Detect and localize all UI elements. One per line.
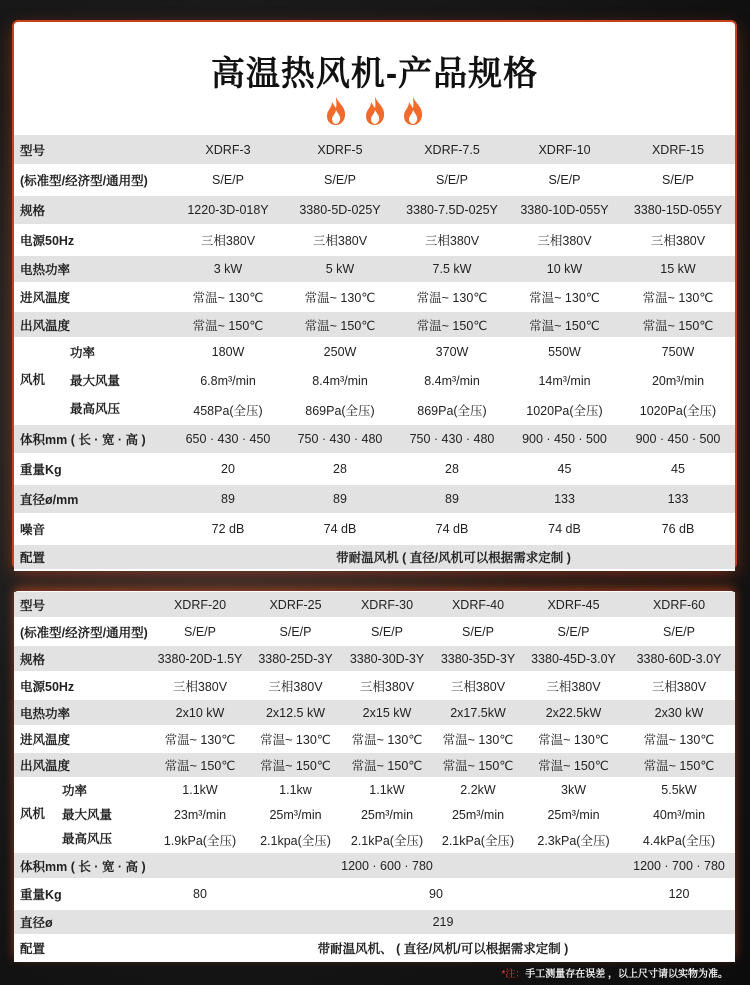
table-cell: 7.5 kW: [396, 255, 508, 283]
row-label: 进风温度: [14, 726, 151, 752]
table-row: [14, 935, 735, 961]
row-label: (标准型/经济型/通用型): [14, 618, 151, 645]
table-cell: 常温~ 130℃: [172, 283, 284, 311]
table-row: [14, 255, 735, 283]
row-label: 重量Kg: [14, 879, 151, 909]
flame-icon: [364, 96, 386, 126]
table-cell: 三相380V: [508, 225, 621, 255]
table-cell: 常温~ 130℃: [396, 283, 508, 311]
model-cell: XDRF-3: [172, 135, 284, 165]
spec-table-1: [14, 135, 735, 571]
table-cell: 180W: [172, 338, 284, 367]
table-row: [14, 454, 735, 484]
table-cell: 40m³/min: [623, 803, 735, 828]
config-value: 带耐温风机、 ( 直径/风机/可以根据需求定制 ): [151, 935, 735, 961]
table-row: [14, 645, 735, 672]
table-cell: 3380-7.5D-025Y: [396, 195, 508, 225]
row-label: 型号: [14, 592, 151, 618]
table-cell: S/E/P: [623, 618, 735, 645]
fan-row-power: [14, 778, 735, 803]
table-cell: S/E/P: [151, 618, 249, 645]
flame-icon: [402, 96, 424, 126]
table-cell: 3 kW: [172, 255, 284, 283]
table-cell: 74 dB: [508, 514, 621, 544]
table-cell: 4.4kPa(全压): [623, 827, 735, 852]
fan-pressure-label: 最高风压: [70, 402, 121, 416]
table-cell: 750 · 430 · 480: [284, 424, 396, 454]
row-label: 电热功率: [14, 699, 151, 726]
table-cell: 869Pa(全压): [396, 395, 508, 424]
table-cell: 15 kW: [621, 255, 735, 283]
table-cell: 常温~ 150℃: [524, 752, 623, 778]
table-cell: S/E/P: [508, 165, 621, 195]
table-row: [14, 544, 735, 570]
row-label: 体积mm ( 长 · 宽 · 高 ): [14, 424, 172, 454]
row-label: 出风温度: [14, 311, 172, 338]
table-cell: S/E/P: [249, 618, 342, 645]
table-cell: 常温~ 150℃: [151, 752, 249, 778]
table-cell: 1020Pa(全压): [621, 395, 735, 424]
table-row: [14, 752, 735, 778]
table-cell: 25m³/min: [524, 803, 623, 828]
table-cell: 2x15 kW: [342, 699, 432, 726]
table-cell: 3380-20D-1.5Y: [151, 645, 249, 672]
flame-icon: [325, 96, 347, 126]
table-cell: 45: [508, 454, 621, 484]
table-cell: 2.1kPa(全压): [432, 827, 524, 852]
table-cell: 三相380V: [342, 672, 432, 699]
table-cell: 常温~ 150℃: [508, 311, 621, 338]
table-cell: 1.1kW: [151, 778, 249, 803]
table-row: [14, 135, 735, 165]
fan-group-label: [14, 338, 172, 424]
table-cell: 750W: [621, 338, 735, 367]
table-cell: 三相380V: [151, 672, 249, 699]
table-cell: 25m³/min: [432, 803, 524, 828]
fan-power-label: 功率: [62, 784, 88, 798]
table-cell: 8.4m³/min: [284, 367, 396, 396]
table-cell: 550W: [508, 338, 621, 367]
table-cell: 三相380V: [432, 672, 524, 699]
table-cell: 2x30 kW: [623, 699, 735, 726]
model-cell: XDRF-10: [508, 135, 621, 165]
table-cell: 74 dB: [396, 514, 508, 544]
table-cell: 常温~ 130℃: [432, 726, 524, 752]
table-cell: S/E/P: [342, 618, 432, 645]
table-cell: 2x12.5 kW: [249, 699, 342, 726]
row-label: 配置: [14, 935, 151, 961]
table-cell: 219: [151, 909, 735, 935]
row-label: 体积mm ( 长 · 宽 · 高 ): [14, 852, 151, 879]
spec-card-large-models: [14, 591, 735, 961]
table-cell: 45: [621, 454, 735, 484]
fan-label: 风机: [20, 807, 46, 822]
table-row: [14, 672, 735, 699]
fan-row-power: [14, 338, 735, 367]
table-cell: 89: [172, 484, 284, 514]
model-cell: XDRF-15: [621, 135, 735, 165]
table-cell: 250W: [284, 338, 396, 367]
fan-pressure-label: 最高风压: [62, 832, 113, 846]
config-value: 带耐温风机 ( 直径/风机可以根据需求定制 ): [172, 544, 735, 570]
table-cell: 三相380V: [396, 225, 508, 255]
table-cell: 常温~ 130℃: [621, 283, 735, 311]
table-cell: 三相380V: [524, 672, 623, 699]
table-cell: 2x17.5kW: [432, 699, 524, 726]
table-cell: 常温~ 150℃: [249, 752, 342, 778]
table-cell: 6.8m³/min: [172, 367, 284, 396]
table-cell: 3380-60D-3.0Y: [623, 645, 735, 672]
spec-table-2: [14, 592, 735, 962]
table-cell: 1020Pa(全压): [508, 395, 621, 424]
table-cell: 常温~ 130℃: [623, 726, 735, 752]
table-cell: 常温~ 130℃: [508, 283, 621, 311]
table-cell: 常温~ 150℃: [623, 752, 735, 778]
table-cell: 1.1kW: [342, 778, 432, 803]
table-row: [14, 879, 735, 909]
table-cell: 3380-45D-3.0Y: [524, 645, 623, 672]
row-label: 直径ø: [14, 909, 151, 935]
table-cell: 1200 · 700 · 780: [623, 852, 735, 879]
fan-power-label: 功率: [70, 346, 96, 360]
table-cell: 80: [151, 879, 249, 909]
table-cell: 5 kW: [284, 255, 396, 283]
table-cell: 74 dB: [284, 514, 396, 544]
row-label: 电热功率: [14, 255, 172, 283]
table-cell: 常温~ 150℃: [396, 311, 508, 338]
table-cell: 2.1kPa(全压): [342, 827, 432, 852]
table-row: [14, 852, 735, 879]
table-cell: 133: [508, 484, 621, 514]
table-cell: 1200 · 600 · 780: [151, 852, 623, 879]
table-cell: 120: [623, 879, 735, 909]
table-cell: 常温~ 130℃: [524, 726, 623, 752]
table-row: [14, 283, 735, 311]
model-cell: XDRF-30: [342, 592, 432, 618]
table-cell: S/E/P: [432, 618, 524, 645]
table-cell: 2.3kPa(全压): [524, 827, 623, 852]
table-cell: 23m³/min: [151, 803, 249, 828]
row-label: 规格: [14, 645, 151, 672]
table-cell: 900 · 450 · 500: [508, 424, 621, 454]
footnote: [501, 965, 728, 980]
table-cell: 8.4m³/min: [396, 367, 508, 396]
page-title: 高温热风机-产品规格: [210, 55, 539, 93]
model-cell: XDRF-5: [284, 135, 396, 165]
spec-card-small-models: [14, 22, 735, 567]
table-cell: 25m³/min: [342, 803, 432, 828]
table-cell: 2x22.5kW: [524, 699, 623, 726]
model-cell: XDRF-25: [249, 592, 342, 618]
table-cell: 370W: [396, 338, 508, 367]
table-cell: 650 · 430 · 450: [172, 424, 284, 454]
table-row: [14, 484, 735, 514]
table-row: [14, 165, 735, 195]
row-label: 型号: [14, 135, 172, 165]
table-cell: 28: [284, 454, 396, 484]
table-cell: 3380-10D-055Y: [508, 195, 621, 225]
row-label: 规格: [14, 195, 172, 225]
table-cell: 133: [621, 484, 735, 514]
row-label: (标准型/经济型/通用型): [14, 165, 172, 195]
table-row: [14, 699, 735, 726]
table-cell: 三相380V: [621, 225, 735, 255]
fan-label: 风机: [20, 373, 46, 388]
model-cell: XDRF-45: [524, 592, 623, 618]
table-cell: S/E/P: [284, 165, 396, 195]
table-cell: 3380-30D-3Y: [342, 645, 432, 672]
row-label: 电源50Hz: [14, 672, 151, 699]
fan-group-label: [14, 778, 151, 852]
table-cell: 常温~ 130℃: [284, 283, 396, 311]
table-cell: 900 · 450 · 500: [621, 424, 735, 454]
table-cell: 常温~ 150℃: [284, 311, 396, 338]
table-row: [14, 225, 735, 255]
table-cell: 常温~ 130℃: [249, 726, 342, 752]
fan-airflow-label: 最大风量: [62, 808, 113, 822]
table-cell: 常温~ 150℃: [172, 311, 284, 338]
table-cell: 3kW: [524, 778, 623, 803]
table-row: [14, 618, 735, 645]
table-cell: 5.5kW: [623, 778, 735, 803]
table-row: [14, 195, 735, 225]
table-cell: 三相380V: [249, 672, 342, 699]
table-cell: 常温~ 150℃: [621, 311, 735, 338]
model-cell: XDRF-60: [623, 592, 735, 618]
table-cell: S/E/P: [621, 165, 735, 195]
table-cell: 89: [284, 484, 396, 514]
model-cell: XDRF-7.5: [396, 135, 508, 165]
table-cell: 常温~ 150℃: [432, 752, 524, 778]
table-cell: 10 kW: [508, 255, 621, 283]
table-cell: 三相380V: [284, 225, 396, 255]
table-cell: 常温~ 130℃: [342, 726, 432, 752]
table-cell: 89: [396, 484, 508, 514]
table-row: [14, 514, 735, 544]
table-cell: 1220-3D-018Y: [172, 195, 284, 225]
table-row: [14, 726, 735, 752]
table-cell: 2x10 kW: [151, 699, 249, 726]
table-cell: 20: [172, 454, 284, 484]
flame-icons: [14, 96, 735, 131]
table-cell: 25m³/min: [249, 803, 342, 828]
footnote-text: 手工测量存在误差 ，以上尺寸请以实物为准。: [525, 969, 728, 980]
row-label: 出风温度: [14, 752, 151, 778]
table-row: [14, 909, 735, 935]
table-cell: 三相380V: [172, 225, 284, 255]
table-cell: 90: [249, 879, 623, 909]
table-cell: 458Pa(全压): [172, 395, 284, 424]
table-cell: 常温~ 150℃: [342, 752, 432, 778]
table-cell: 76 dB: [621, 514, 735, 544]
row-label: 重量Kg: [14, 454, 172, 484]
table-cell: 750 · 430 · 480: [396, 424, 508, 454]
table-cell: 3380-35D-3Y: [432, 645, 524, 672]
model-cell: XDRF-40: [432, 592, 524, 618]
table-row: [14, 311, 735, 338]
table-cell: 2.1kpa(全压): [249, 827, 342, 852]
row-label: 噪音: [14, 514, 172, 544]
table-cell: S/E/P: [524, 618, 623, 645]
row-label: 配置: [14, 544, 172, 570]
table-cell: 28: [396, 454, 508, 484]
table-cell: 三相380V: [623, 672, 735, 699]
table-row: [14, 424, 735, 454]
table-cell: S/E/P: [396, 165, 508, 195]
model-cell: XDRF-20: [151, 592, 249, 618]
fan-airflow-label: 最大风量: [70, 374, 121, 388]
table-cell: 14m³/min: [508, 367, 621, 396]
table-cell: 常温~ 130℃: [151, 726, 249, 752]
table-row: [14, 592, 735, 618]
table-cell: 1.9kPa(全压): [151, 827, 249, 852]
table-cell: S/E/P: [172, 165, 284, 195]
table-cell: 2.2kW: [432, 778, 524, 803]
row-label: 电源50Hz: [14, 225, 172, 255]
table-cell: 869Pa(全压): [284, 395, 396, 424]
table-cell: 72 dB: [172, 514, 284, 544]
table-cell: 20m³/min: [621, 367, 735, 396]
row-label: 直径ø/mm: [14, 484, 172, 514]
table-cell: 3380-5D-025Y: [284, 195, 396, 225]
row-label: 进风温度: [14, 283, 172, 311]
footnote-prefix: *注：: [501, 969, 526, 980]
table-cell: 3380-25D-3Y: [249, 645, 342, 672]
table-cell: 3380-15D-055Y: [621, 195, 735, 225]
table-cell: 1.1kw: [249, 778, 342, 803]
